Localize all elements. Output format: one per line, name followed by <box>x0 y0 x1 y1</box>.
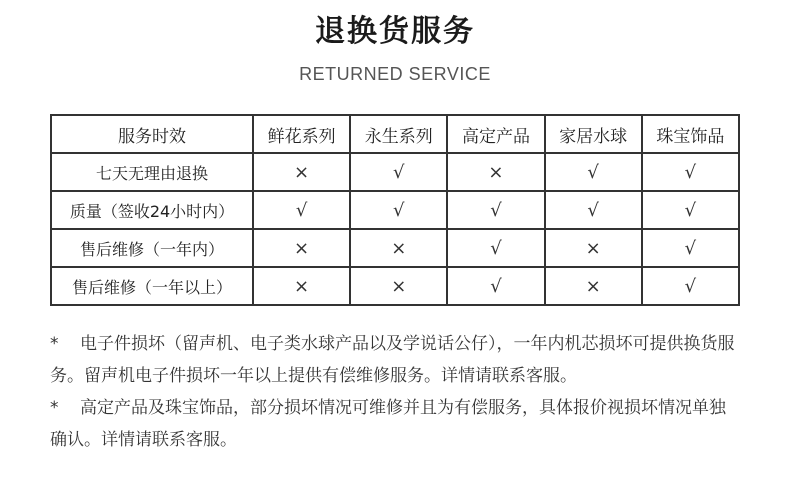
header-fresh-flowers: 鲜花系列 <box>253 115 350 153</box>
header-service-period: 服务时效 <box>51 115 253 153</box>
note-custom-jewelry <box>50 392 742 456</box>
table-row <box>51 229 739 267</box>
table-row <box>51 191 739 229</box>
mark-cell: √ <box>295 199 308 221</box>
mark-cell: √ <box>393 161 405 183</box>
mark-cell: × <box>585 237 601 259</box>
row-label: 质量（签收24小时内） <box>51 191 253 229</box>
mark-cell: × <box>391 275 407 297</box>
mark-cell: √ <box>684 199 697 221</box>
header-custom-products: 高定产品 <box>447 115 544 153</box>
note-marker: * <box>50 398 59 418</box>
row-label: 售后维修（一年以上） <box>51 267 253 305</box>
table-row <box>51 267 739 305</box>
note-text: 电子件损坏（留声机、电子类水球产品以及学说话公仔），一年内机芯损坏可提供换货服务。留声机电子件损坏一年以上提供有偿维修服务。详情请联系客服。 <box>50 334 735 386</box>
mark-cell: × <box>294 161 310 183</box>
mark-cell: √ <box>684 237 697 259</box>
note-electronics <box>50 328 742 392</box>
note-marker: * <box>50 334 59 354</box>
notes-section <box>50 328 742 456</box>
mark-cell: × <box>585 275 601 297</box>
mark-cell: × <box>294 275 310 297</box>
mark-cell: √ <box>393 199 405 221</box>
row-label: 七天无理由退换 <box>51 153 253 191</box>
mark-cell: √ <box>684 275 697 297</box>
header-preserved-flowers: 永生系列 <box>350 115 447 153</box>
mark-cell: × <box>294 237 310 259</box>
mark-cell: × <box>391 237 407 259</box>
mark-cell: √ <box>587 199 599 221</box>
mark-cell: √ <box>490 199 502 221</box>
note-text: 高定产品及珠宝饰品，部分损坏情况可维修并且为有偿服务，具体报价视损坏情况单独确认。详情请联系客服。 <box>50 398 726 450</box>
row-label: 售后维修（一年内） <box>51 229 253 267</box>
header-home-water-globes: 家居水球 <box>545 115 642 153</box>
page-title: 退换货服务 <box>315 14 475 49</box>
return-service-table <box>50 114 740 306</box>
mark-cell: × <box>488 161 504 183</box>
mark-cell: √ <box>490 275 502 297</box>
mark-cell: √ <box>490 237 502 259</box>
mark-cell: √ <box>587 161 599 183</box>
mark-cell: √ <box>684 161 697 183</box>
table-header-row <box>51 115 739 153</box>
table-row <box>51 153 739 191</box>
header-jewelry: 珠宝饰品 <box>642 115 739 153</box>
page-subtitle: RETURNED SERVICE <box>299 64 491 84</box>
